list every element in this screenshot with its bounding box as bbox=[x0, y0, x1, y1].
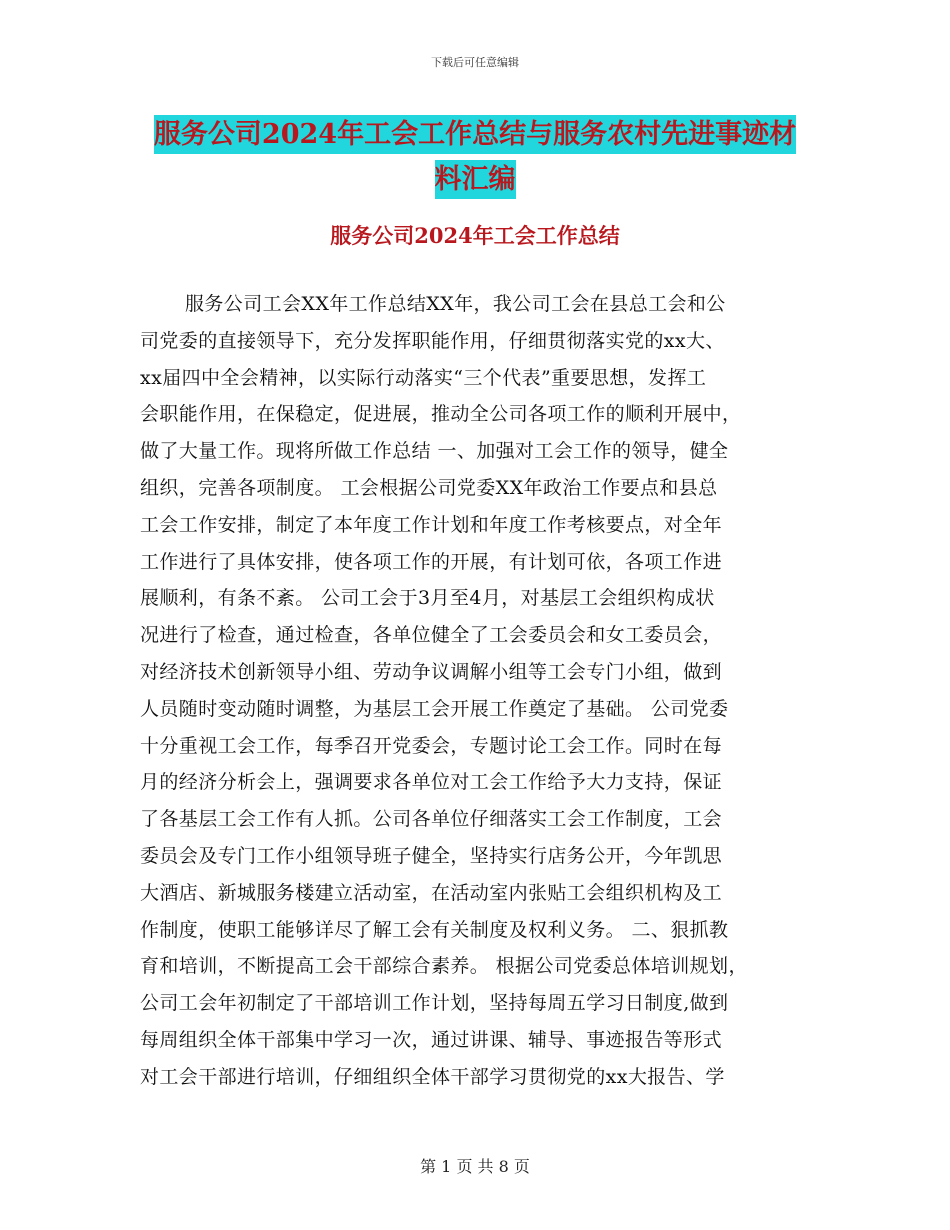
body-line: 大酒店、新城服务楼建立活动室，在活动室内张贴工会组织机构及工 bbox=[140, 881, 723, 904]
body-line: 服务公司工会XX年工作总结XX年，我公司工会在县总工会和公 bbox=[185, 293, 726, 315]
body-line: xx届四中全会精神，以实际行动落实“三个代表”重要思想，发挥工 bbox=[140, 366, 707, 389]
document-title bbox=[120, 112, 830, 202]
body-line: 会职能作用，在保稳定，促进展，推动全公司各项工作的顺利开展中， bbox=[140, 403, 742, 426]
body-line: 月的经济分析会上，强调要求各单位对工会工作给予大力支持，保证 bbox=[140, 771, 723, 794]
body-line: 况进行了检查，通过检查，各单位健全了工会委员会和女工委员会， bbox=[140, 624, 723, 647]
body-line: 作制度，使职工能够详尽了解工会有关制度及权利义务。 二、狠抓教 bbox=[140, 918, 729, 941]
body-line: 十分重视工会工作，每季召开党委会，专题讨论工会工作。同时在每 bbox=[140, 734, 723, 757]
page-footer: 第 1 页 共 8 页 bbox=[420, 1157, 530, 1176]
document-title-line-2: 料汇编 bbox=[435, 160, 516, 199]
body-line: 展顺利，有条不紊。 公司工会于3月至4月，对基层工会组织构成状 bbox=[140, 587, 715, 610]
document-title-line-1: 服务公司2024年工会工作总结与服务农村先进事迹材 bbox=[154, 115, 796, 154]
body-line: 人员随时变动随时调整，为基层工会开展工作奠定了基础。 公司党委 bbox=[140, 697, 729, 720]
body-line: 了各基层工会工作有人抓。公司各单位仔细落实工会工作制度，工会 bbox=[140, 808, 723, 831]
body-line: 工作进行了具体安排，使各项工作的开展，有计划可依，各项工作进 bbox=[140, 550, 723, 573]
body-line: 育和培训，不断提高工会干部综合素养。 根据公司党委总体培训规划， bbox=[140, 955, 748, 978]
body-line: 对经济技术创新领导小组、劳动争议调解小组等工会专门小组，做到 bbox=[140, 660, 723, 683]
body-line: 工会工作安排，制定了本年度工作计划和年度工作考核要点，对全年 bbox=[140, 513, 723, 536]
body-line: 委员会及专门工作小组领导班子健全，坚持实行店务公开，今年凯思 bbox=[140, 844, 723, 867]
body-line: 司党委的直接领导下，充分发挥职能作用，仔细贯彻落实党的xx大、 bbox=[140, 329, 725, 352]
section-title: 服务公司2024年工会工作总结 bbox=[330, 223, 620, 248]
body-line: 组织，完善各项制度。 工会根据公司党委XX年政治工作要点和县总 bbox=[140, 476, 718, 499]
body-line: 公司工会年初制定了干部培训工作计划，坚持每周五学习日制度,做到 bbox=[140, 992, 729, 1015]
body-line: 对工会干部进行培训，仔细组织全体干部学习贯彻党的xx大报告、学 bbox=[140, 1065, 725, 1088]
body-line: 做了大量工作。现将所做工作总结 一、加强对工会工作的领导，健全 bbox=[140, 440, 729, 463]
header-note: 下载后可任意编辑 bbox=[431, 56, 519, 69]
body-text bbox=[140, 286, 830, 1096]
body-line: 每周组织全体干部集中学习一次，通过讲课、辅导、事迹报告等形式 bbox=[140, 1028, 723, 1051]
